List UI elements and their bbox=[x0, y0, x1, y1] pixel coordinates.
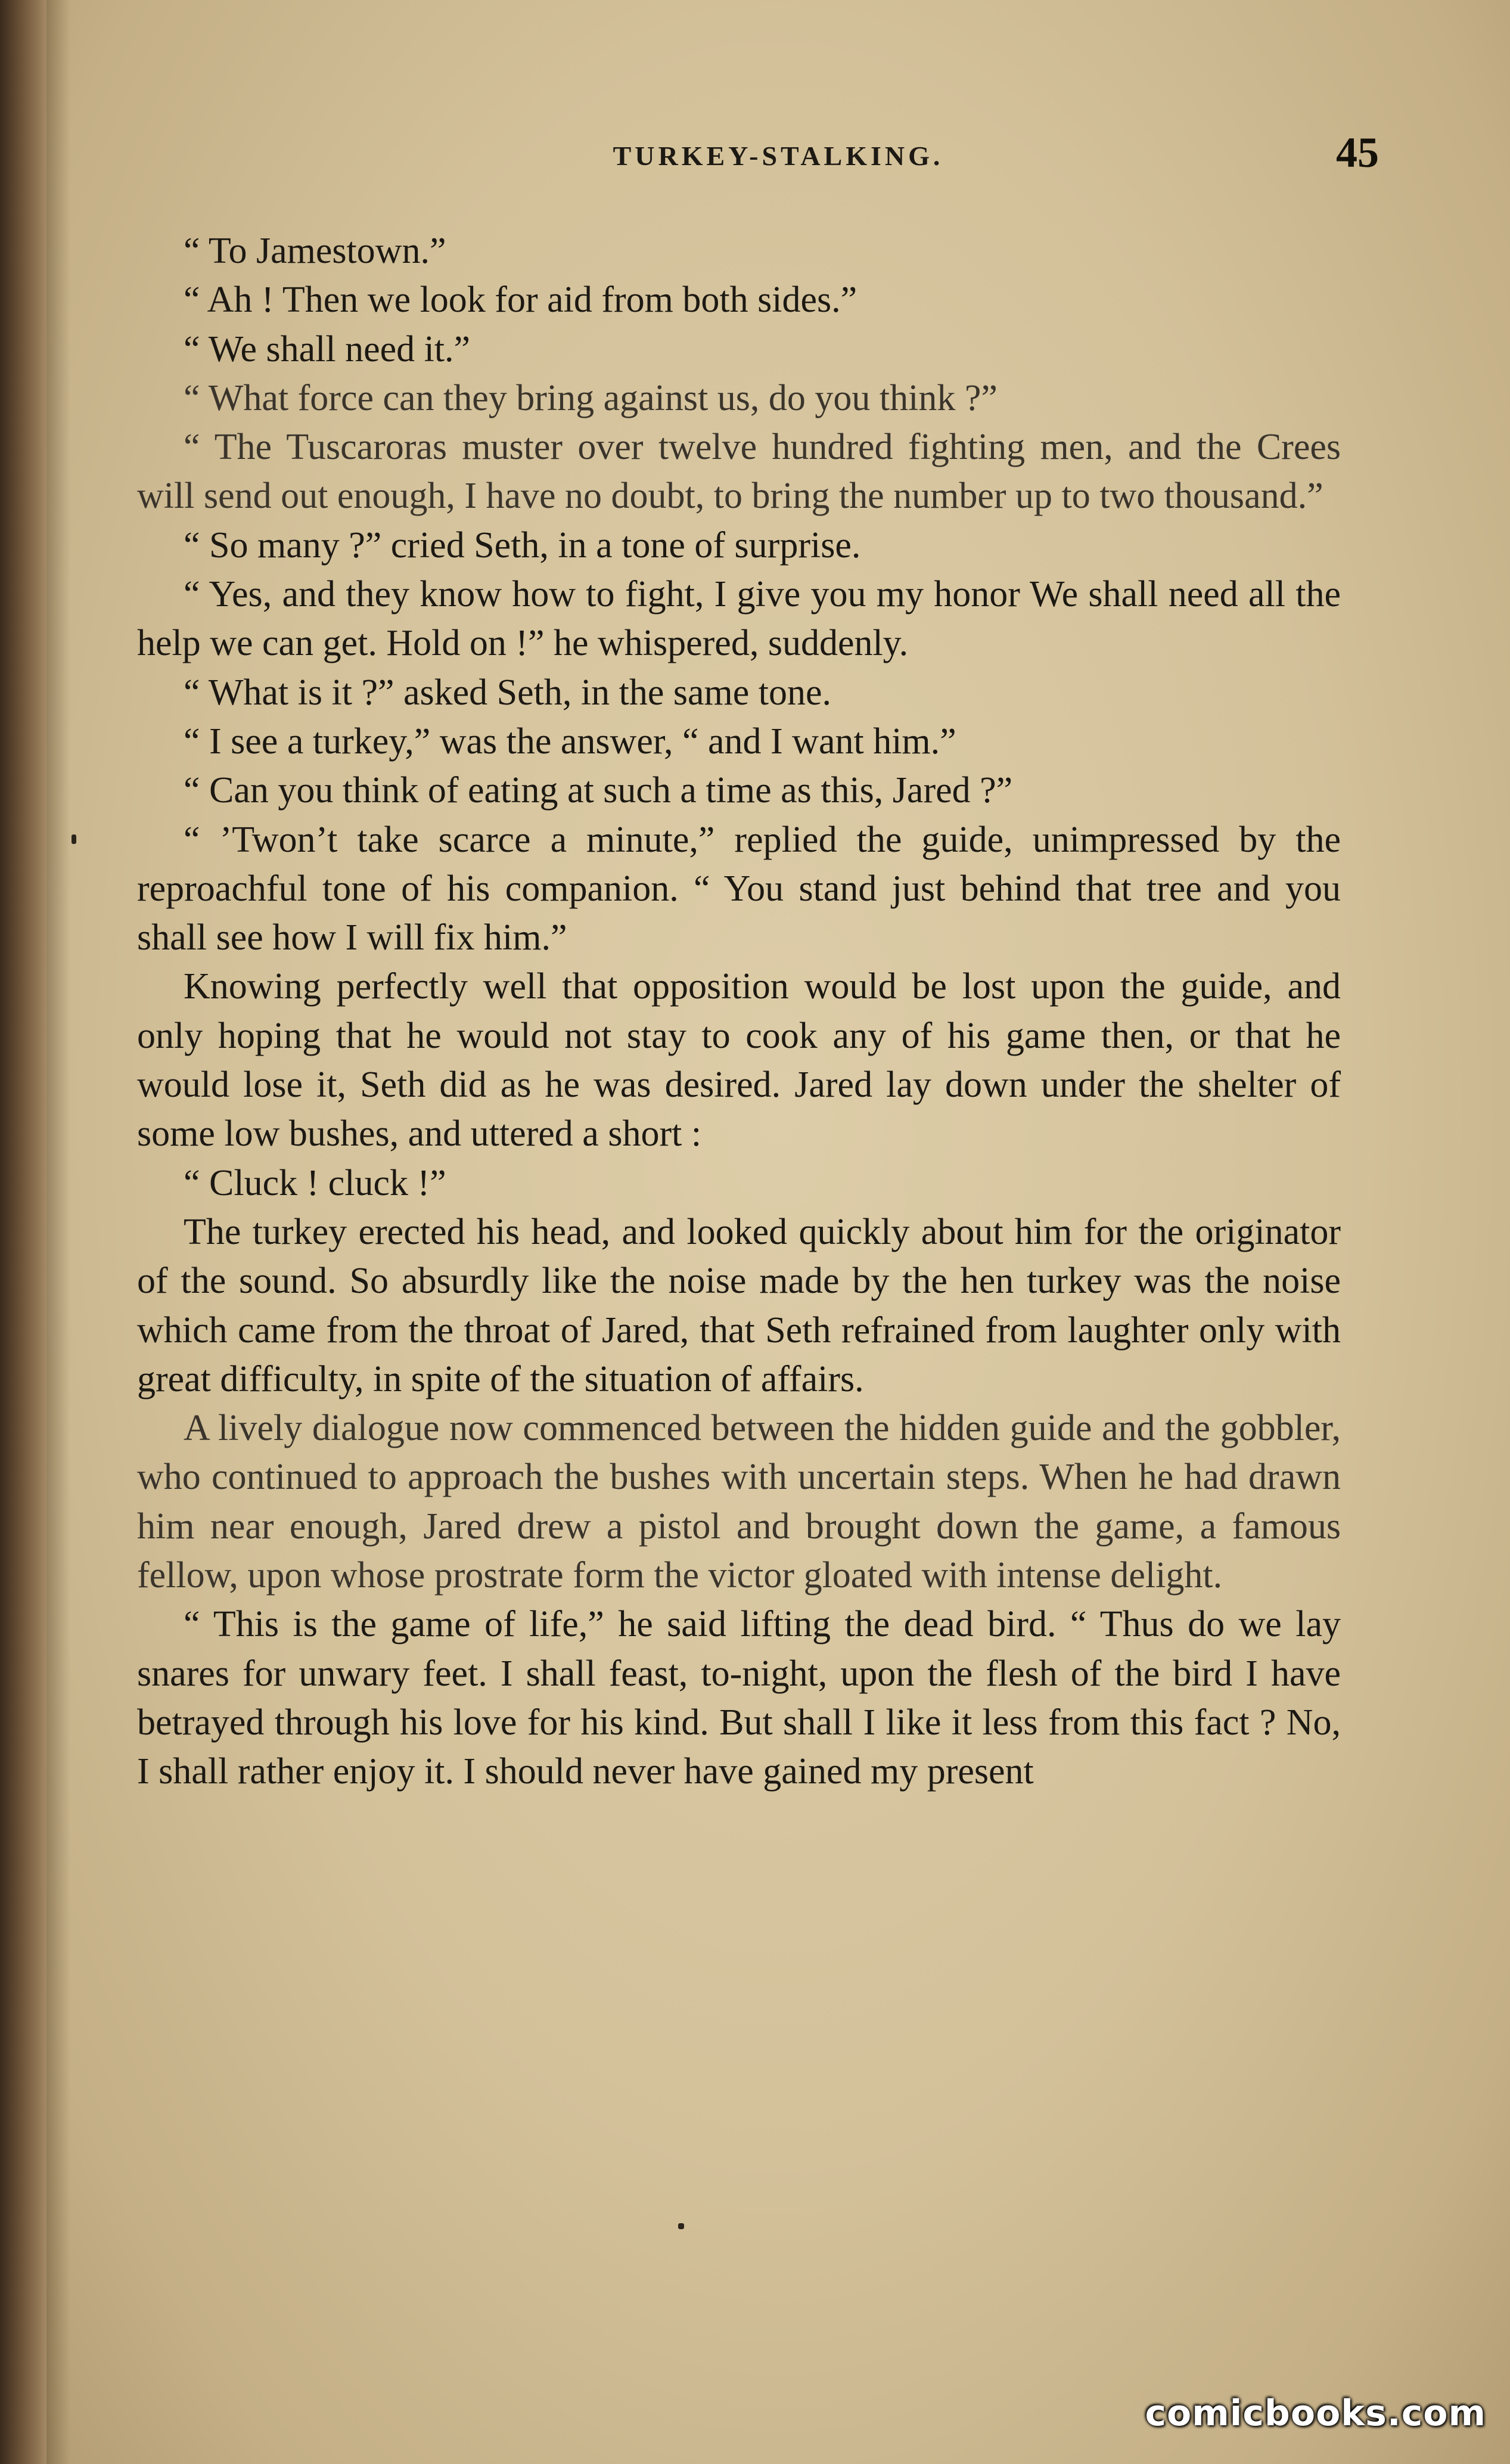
book-binding bbox=[0, 0, 46, 2464]
paragraph: “ To Jamestown.” bbox=[184, 231, 446, 271]
book-page bbox=[46, 0, 1510, 2464]
ink-speck bbox=[678, 2223, 684, 2229]
paragraph: “ Ah ! Then we look for aid from both sides.” bbox=[184, 280, 857, 321]
paragraph: “ Cluck ! cluck !” bbox=[184, 1162, 446, 1203]
page-number: 45 bbox=[1336, 129, 1379, 176]
paragraph: “ ’Twon’t take scarce a minute,” replied the guide, unimpressed by the reproachful tone of his companion. “ You stand just behind that tree and you shall see how I will fix him.” bbox=[137, 819, 1341, 958]
paragraph: “ We shall need it.” bbox=[184, 328, 471, 370]
watermark: comicbooks.com bbox=[1145, 2392, 1486, 2434]
paragraph: “ Yes, and they know how to fight, I give you my honor We shall need all the help we can get. Hold on !” he whispered, suddenly. bbox=[137, 574, 1341, 664]
paragraph: A lively dialogue now commenced between the hidden guide and the gobbler, who continued to approach the bushes with uncertain steps. When he had drawn him near enough, Jared drew a pistol and brought down the game, a famous fellow, upon whose prostrate form the victor gloated with intense delight. bbox=[137, 1408, 1341, 1596]
running-head: TURKEY-STALKING. bbox=[613, 141, 944, 171]
paragraph: The turkey erected his head, and looked quickly about him for the originator of the sound. So absurdly like the noise made by the hen turkey was the noise which came from the throat of Jared, that Seth refrained from laughter only with great difficulty, in spite of the situation of affairs. bbox=[137, 1211, 1341, 1399]
page-header bbox=[46, 128, 1510, 194]
paragraph: “ What is it ?” asked Seth, in the same tone. bbox=[184, 672, 831, 713]
ink-speck bbox=[72, 834, 76, 844]
paragraph: Knowing perfectly well that opposition would be lost upon the guide, and only hoping that he would not stay to cook any of his game then, or that he would lose it, Seth did as he was desired. Jared lay down under the shelter of some low bushes, and uttered a short : bbox=[137, 966, 1341, 1155]
paragraph: “ So many ?” cried Seth, in a tone of surprise. bbox=[184, 525, 861, 566]
paragraph: “ This is the game of life,” he said lifting the dead bird. “ Thus do we lay snares for unwary feet. I shall feast, to-night, upon the flesh of the bird I have betrayed through his love for his kind. But shall I like it less from this fact ? No, I shall rather enjoy it. I should never have gained my present bbox=[137, 1604, 1341, 1792]
paragraph: “ Can you think of eating at such a time as this, Jared ?” bbox=[184, 770, 1013, 811]
paragraph: “ I see a turkey,” was the answer, “ and I want him.” bbox=[184, 721, 956, 762]
paragraph: “ What force can they bring against us, do you think ?” bbox=[184, 377, 998, 418]
body-text bbox=[137, 226, 1341, 1796]
paragraph: “ The Tuscaroras muster over twelve hundred fighting men, and the Crees will send out enough, I have no doubt, to bring the number up to two thousand.” bbox=[137, 427, 1341, 517]
